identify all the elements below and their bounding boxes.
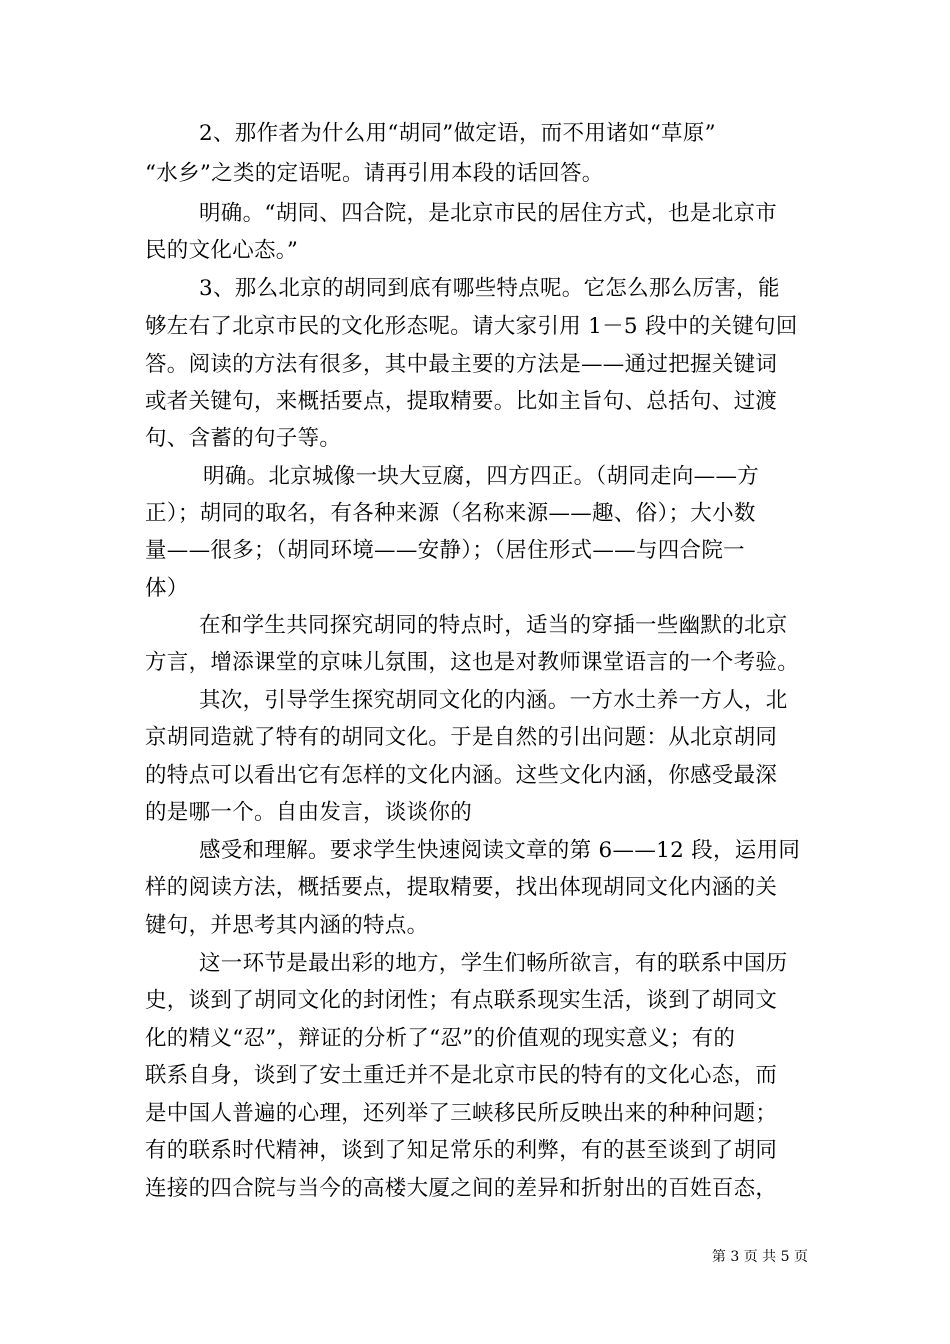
- text-line: 答。阅读的方法有很多，其中最主要的方法是——通过把握关键词: [145, 352, 778, 377]
- text-line: 这一环节是最出彩的地方，学生们畅所欲言，有的联系中国历: [199, 951, 788, 976]
- text-line: 有的联系时代精神，谈到了知足常乐的利弊，有的甚至谈到了胡同: [145, 1138, 778, 1163]
- text-line: 明确。北京城像一块大豆腐，四方四正。（胡同走向——方: [203, 464, 760, 489]
- page-number: 第 3 页 共 5 页: [711, 1249, 808, 1265]
- text-line: 的特点可以看出它有怎样的文化内涵。这些文化内涵，你感受最深: [145, 763, 778, 788]
- text-line: 2、那作者为什么用“胡同”做定语，而不用诸如“草原”: [199, 121, 716, 146]
- text-line: 其次，引导学生探究胡同文化的内涵。一方水土养一方人，北: [199, 688, 788, 713]
- text-line: 样的阅读方法，概括要点，提取精要，找出体现胡同文化内涵的关: [145, 875, 778, 900]
- text-line: 连接的四合院与当今的高楼大厦之间的差异和折射出的百姓百态，: [145, 1176, 778, 1201]
- text-line: 方言，增添课堂的京味儿氛围，这也是对教师课堂语言的一个考验。: [145, 650, 800, 675]
- text-line: 键句，并思考其内涵的特点。: [145, 913, 429, 938]
- text-line: 的是哪一个。自由发言，谈谈你的: [145, 800, 473, 825]
- text-line: 民的文化心态。”: [145, 238, 299, 263]
- text-line: 体）: [145, 576, 189, 601]
- text-line: 3、那么北京的胡同到底有哪些特点呢。它怎么那么厉害，能: [199, 276, 780, 301]
- text-line: 句、含蓄的句子等。: [145, 426, 342, 451]
- text-line: 量——很多；（胡同环境——安静）；（居住形式——与四合院一: [145, 538, 745, 563]
- text-line: 化的精义“忍”，辩证的分析了“忍”的价值观的现实意义；有的: [145, 1026, 736, 1051]
- text-line: 是中国人普遍的心理，还列举了三峡移民所反映出来的种种问题；: [145, 1101, 778, 1126]
- text-line: 京胡同造就了特有的胡同文化。于是自然的引出问题：从北京胡同: [145, 725, 778, 750]
- text-line: 或者关键句，来概括要点，提取精要。比如主旨句、总括句、过渡: [145, 389, 778, 414]
- text-line: “水乡”之类的定语呢。请再引用本段的话回答。: [145, 161, 604, 186]
- text-line: 正）；胡同的取名，有各种来源（名称来源——趣、俗）；大小数: [145, 501, 756, 526]
- text-line: 在和学生共同探究胡同的特点时，适当的穿插一些幽默的北京: [199, 613, 788, 638]
- text-line: 联系自身，谈到了安土重迁并不是北京市民的特有的文化心态，而: [145, 1063, 778, 1088]
- text-line: 感受和理解。要求学生快速阅读文章的第 6——12 段，运用同: [199, 838, 801, 863]
- text-line: 明确。“胡同、四合院，是北京市民的居住方式，也是北京市: [199, 201, 778, 226]
- text-line: 史，谈到了胡同文化的封闭性；有点联系现实生活，谈到了胡同文: [145, 988, 778, 1013]
- text-line: 够左右了北京市民的文化形态呢。请大家引用 1－5 段中的关键句回: [145, 314, 798, 339]
